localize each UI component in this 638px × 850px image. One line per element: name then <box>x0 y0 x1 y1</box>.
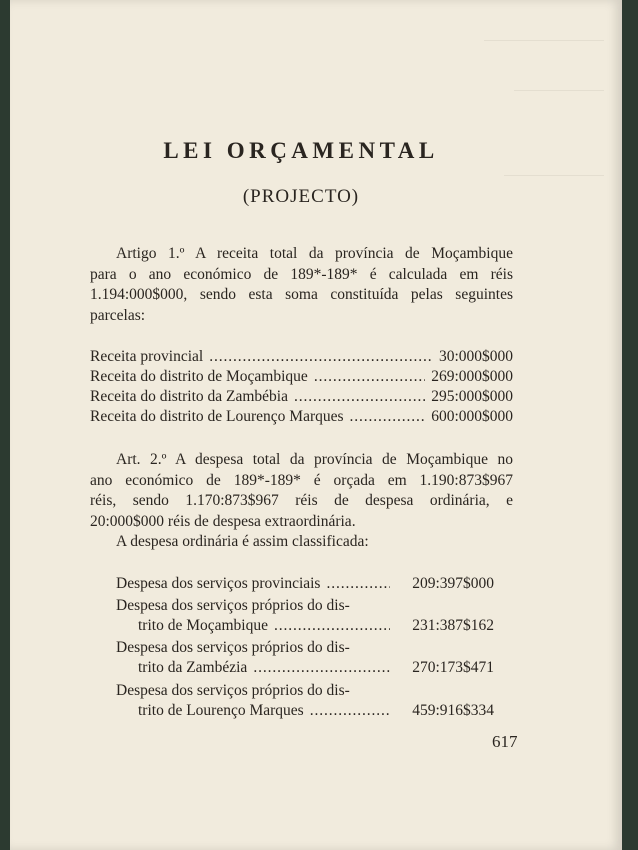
despesa-label: Despesa dos serviços próprios do dis- <box>116 639 350 656</box>
leader-dots <box>253 658 390 678</box>
leader-dots <box>350 407 426 427</box>
paragraph-line: réis, sendo 1.170:873$967 réis de despesa ordinária, e <box>90 492 513 509</box>
receita-label: Receita do distrito de Moçambique <box>90 368 308 385</box>
leader-dots <box>209 347 433 367</box>
receita-amount: 269:000$000 <box>431 368 513 385</box>
paragraph-line: para o ano económico de 189*-189* é calculada em réis <box>90 265 513 283</box>
paragraph-line: parcelas: <box>90 306 146 324</box>
receita-row <box>90 407 513 427</box>
receita-row <box>90 347 513 367</box>
leader-dots <box>314 367 425 387</box>
receita-label: Receita do distrito da Zambébia <box>90 388 288 405</box>
document-subtitle: (PROJECTO) <box>242 186 360 207</box>
despesa-label-continued: trito de Moçambique <box>138 617 268 634</box>
despesa-amount: 459:916$334 <box>412 702 494 719</box>
artigo-1-paragraph <box>90 244 513 326</box>
paragraph-line: A despesa ordinária é assim classificada: <box>116 533 369 550</box>
receita-amount: 295:000$000 <box>431 388 513 405</box>
book-page <box>10 0 622 850</box>
despesa-amount: 209:397$000 <box>412 575 494 592</box>
despesa-entry <box>116 574 494 594</box>
leader-dots <box>274 616 390 636</box>
bleed-through-mark <box>514 90 604 91</box>
receita-row <box>90 387 513 407</box>
paragraph-line: 20:000$000 réis de despesa extraordinária. <box>90 512 356 530</box>
despesa-entry <box>116 638 494 678</box>
receita-amount: 30:000$000 <box>438 348 513 365</box>
artigo-2-paragraph <box>90 450 513 553</box>
receita-row <box>90 367 513 387</box>
despesa-label: Despesa dos serviços próprios do dis- <box>116 682 350 699</box>
page-number: 617 <box>492 732 518 751</box>
despesa-label: Despesa dos serviços provinciais <box>116 575 321 592</box>
paragraph-line: Art. 2.º A despesa total da província de Moçambique no <box>116 451 513 468</box>
receita-label: Receita provincial <box>90 348 204 365</box>
leader-dots <box>326 574 390 594</box>
leader-dots <box>294 387 425 407</box>
paragraph-line: 1.194:000$000, sendo esta soma constituída pelas seguintes <box>90 286 513 303</box>
despesa-entry <box>116 681 494 721</box>
document-title: LEI ORÇAMENTAL <box>163 138 439 163</box>
bleed-through-mark <box>484 40 604 41</box>
leader-dots <box>310 701 390 721</box>
despesa-amount: 270:173$471 <box>412 659 494 676</box>
despesa-label-continued: trito de Lourenço Marques <box>138 702 304 719</box>
bleed-through-mark <box>504 175 604 176</box>
despesa-entry <box>116 596 494 636</box>
paragraph-line: ano económico de 189*-189* é orçada em 1.190:873$967 <box>90 471 513 489</box>
despesa-label: Despesa dos serviços próprios do dis- <box>116 597 350 614</box>
despesa-label-continued: trito da Zambézia <box>138 659 248 676</box>
receita-label: Receita do distrito de Lourenço Marques <box>90 408 344 425</box>
paragraph-line: Artigo 1.º A receita total da província de Moçambique <box>116 245 513 262</box>
receita-amount: 600:000$000 <box>431 408 513 425</box>
despesa-amount: 231:387$162 <box>412 617 494 634</box>
